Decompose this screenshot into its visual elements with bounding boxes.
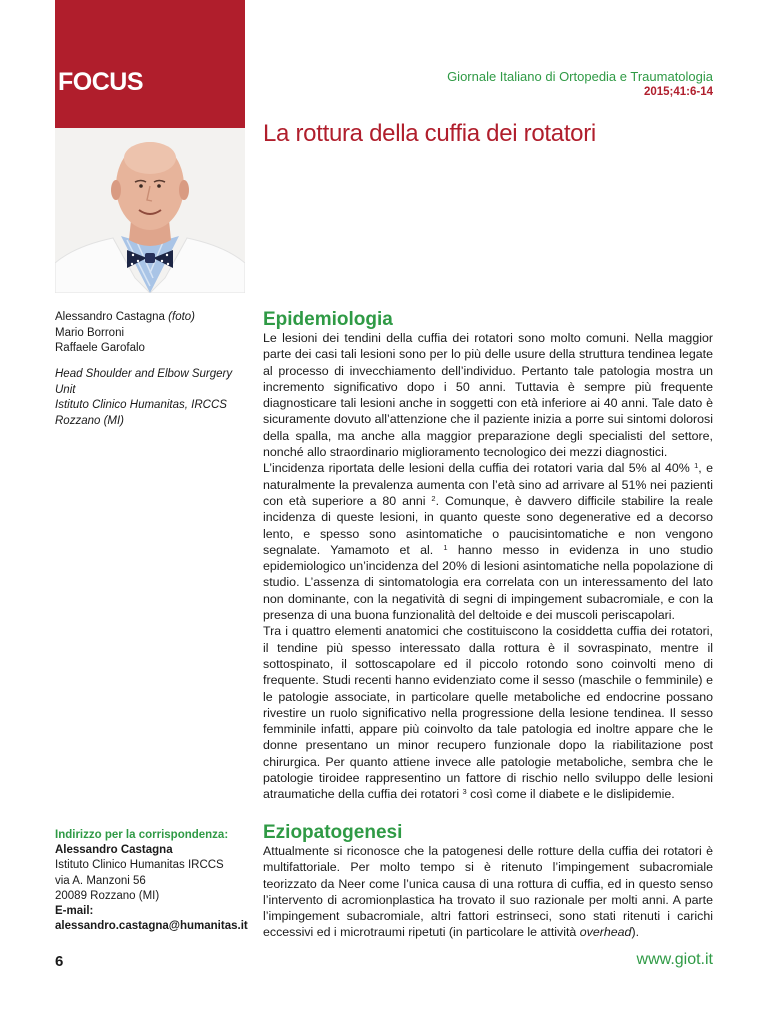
section-body-eziopatogenesi <box>263 843 713 941</box>
focus-banner <box>55 0 245 128</box>
website-link[interactable]: www.giot.it <box>636 951 713 968</box>
author-3: Raffaele Garofalo <box>55 342 145 354</box>
author-portrait <box>55 128 245 293</box>
text-run: Attualmente si riconosce che la patogenesi delle rotture della cuffia dei rotatori è multifattoriale. Per molto tempo si è ritenuto l’impingement subacromiale teorizzato da Neer come l’unica causa di una rottura di cuffia, ed in questo senso l’intervento di acromionplastica ha trovato il suo razionale per molti anni. A parte l’impingement subacromiale, altri fattori estrinseci, sono stati ritenuti i carichi eccessivi ed i microtraumi ripetuti (in particolare le attività <box>263 844 713 940</box>
reference-marker: 1 <box>694 461 699 471</box>
paragraph <box>263 460 713 623</box>
reference-marker: 3 <box>462 787 467 797</box>
section-heading-epidemiologia: Epidemiologia <box>263 309 393 330</box>
author-1 <box>55 310 245 326</box>
email-label: E-mail: <box>55 905 94 918</box>
reference-marker: 1 <box>443 542 448 552</box>
journal-name: Giornale Italiano di Ortopedia e Traumatologia <box>447 69 713 84</box>
page-number: 6 <box>55 953 64 970</box>
affiliation-line-1: Head Shoulder and Elbow Surgery Unit <box>55 368 233 396</box>
section-heading-eziopatogenesi: Eziopatogenesi <box>263 822 403 843</box>
email-link[interactable]: alessandro.castagna@humanitas.it <box>55 920 248 933</box>
correspondence-institute: Istituto Clinico Humanitas IRCCS <box>55 859 224 872</box>
author-2: Mario Borroni <box>55 326 125 339</box>
journal-header <box>447 69 713 100</box>
correspondence-block <box>55 828 248 934</box>
text-run: . Comunque, è davvero difficile stabilire la reale incidenza di queste lesioni, in quanto queste sono degenerative ed a decorso lento, e spesso sono asintomatiche o paucisintomatiche e non vengono segnalate. Yamamoto et al. <box>263 493 713 557</box>
author-photo-illustration <box>55 128 245 293</box>
affiliation-line-3: Rozzano (MI) <box>55 414 125 427</box>
journal-issue: 2015;41:6-14 <box>643 86 713 98</box>
affiliation <box>55 367 245 429</box>
focus-label: FOCUS <box>58 68 143 96</box>
text-run: hanno messo in evidenza in uno studio epidemiologico un’incidenza del 20% di lesioni asintomatiche nella popolazione di studio. L’assenza di sintomatologia era correlata con un interessamento del lato non dominante, con la negatività di segni di impingement subacromiale, e con la presenza di una buona funzionalità del deltoide e dei muscoli periscapolari. <box>263 542 714 623</box>
text-run: così come il diabete e le dislipidemie. <box>466 787 675 802</box>
section-body-epidemiologia <box>263 330 713 803</box>
correspondence-street: via A. Manzoni 56 <box>55 874 146 887</box>
affiliation-line-2: Istituto Clinico Humanitas, IRCCS <box>55 399 227 411</box>
text-run: , e naturalmente la prevalenza aumenta con l’età sino ad arrivare al 51% nei pazienti con età superiore a 80 anni <box>263 461 713 508</box>
paragraph <box>263 623 713 802</box>
text-run: L’incidenza riportata delle lesioni della cuffia dei rotatori varia dal 5% al 40% <box>263 461 695 476</box>
correspondence-name: Alessandro Castagna <box>55 844 173 857</box>
text-run: ). <box>631 925 640 940</box>
article-title: La rottura della cuffia dei rotatori <box>263 120 596 147</box>
paragraph: Le lesioni dei tendini della cuffia dei rotatori sono molto comuni. Nella maggior parte dei casi tali lesioni sono per lo più delle usure della struttura tendinea legate al processo di invecchiamento dell’individuo. Pertanto tale patologia mostra un incremento significativo dopo i 50 anni. Tuttavia è sempre più frequente diagnosticare tali lesioni anche in soggetti con età inferiore ai 40 anni. Tale dato è sicuramente dovuto all’attenzione che il paziente inizia a porre sui sintomi dolorosi della spalla, ma anche alla maggior preparazione degli specialisti del settore, nonché allo straordinario miglioramento tecnologico dei mezzi diagnostici. <box>263 331 713 460</box>
author-1-note: (foto) <box>168 311 196 323</box>
emphasis: overhead <box>579 925 632 940</box>
correspondence-city: 20089 Rozzano (MI) <box>55 889 160 902</box>
author-list <box>55 310 245 357</box>
text-run: Tra i quattro elementi anatomici che costituiscono la cosiddetta cuffia dei rotatori, il tendine più spesso interessato dalla rottura è il sovraspinato, mentre il sottospinato, il sottoscapolare ed il piccolo rotondo sono coinvolti meno di frequente. Studi recenti hanno evidenziato come il sesso (maschile o femminile) e le patologie associate, in particolare quelle metaboliche ed endocrine possano rivestire un ruolo significativo nella progressione della lesione tendinea. Il sesso femminile infatti, appare più coinvolto da tale patologia ed inoltre appare che le donne presentano un minor recupero funzionale dopo la riabilitazione post chirurgica. Per quanto attiene invece alle patologie metaboliche, sembra che le patologie tiroidee rappresentino un fattore di rischio nello sviluppo delle lesioni atraumatiche della cuffia dei rotatori <box>263 624 713 802</box>
paragraph <box>263 843 713 941</box>
correspondence-heading: Indirizzo per la corrispondenza: <box>55 829 229 841</box>
reference-marker: 2 <box>431 493 436 503</box>
author-1-name: Alessandro Castagna <box>55 311 165 323</box>
